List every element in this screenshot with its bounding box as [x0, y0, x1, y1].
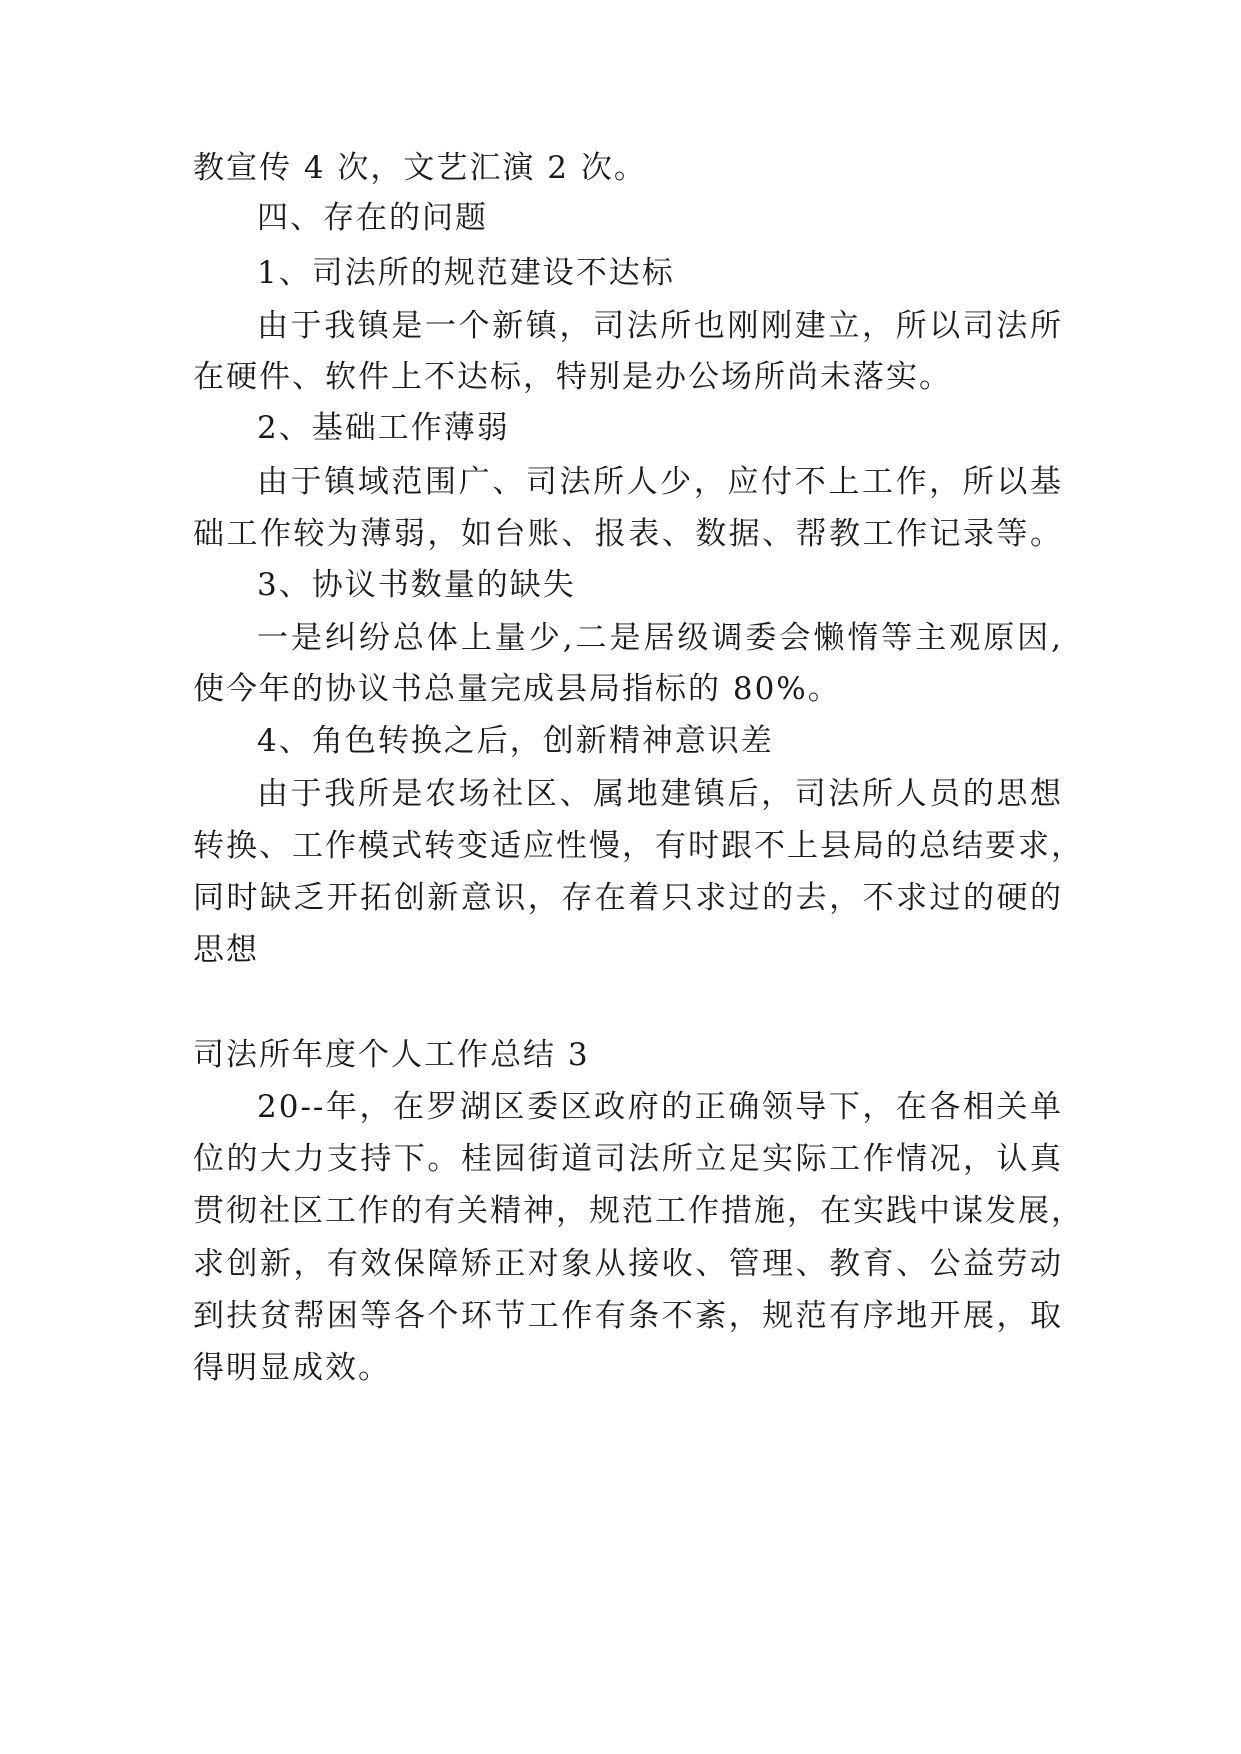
subheading: 2、基础工作薄弱 — [257, 410, 510, 446]
paragraph-line: 转换、工作模式转变适应性慢，有时跟不上县局的总结要求， — [193, 828, 1084, 864]
subheading: 1、司法所的规范建设不达标 — [257, 255, 675, 291]
paragraph-line: 使今年的协议书总量完成县局指标的 80%。 — [193, 671, 841, 707]
paragraph-line: 贯彻社区工作的有关精神，规范工作措施，在实践中谋发展， — [193, 1193, 1084, 1229]
section-heading: 四、存在的问题 — [257, 200, 488, 236]
paragraph-line: 础工作较为薄弱，如台账、报表、数据、帮教工作记录等。 — [193, 516, 1063, 552]
paragraph-line: 由于我所是农场社区、属地建镇后，司法所人员的思想 — [257, 776, 1063, 812]
paragraph-line: 由于我镇是一个新镇，司法所也刚刚建立，所以司法所 — [257, 308, 1063, 344]
paragraph-line: 位的大力支持下。桂园街道司法所立足实际工作情况，认真 — [193, 1141, 1063, 1177]
paragraph-line: 到扶贫帮困等各个环节工作有条不紊，规范有序地开展，取 — [193, 1298, 1063, 1334]
paragraph-line: 同时缺乏开拓创新意识，存在着只求过的去，不求过的硬的 — [193, 880, 1063, 916]
paragraph-line: 由于镇域范围广、司法所人少，应付不上工作，所以基 — [257, 464, 1063, 500]
subheading: 3、协议书数量的缺失 — [257, 567, 576, 603]
paragraph-line: 教宣传 4 次，文艺汇演 2 次。 — [193, 150, 647, 186]
subheading: 4、角色转换之后，创新精神意识差 — [257, 723, 774, 759]
paragraph-line: 一是纠纷总体上量少,二是居级调委会懒惰等主观原因, — [257, 620, 1063, 656]
article-title: 司法所年度个人工作总结 3 — [193, 1037, 590, 1073]
paragraph-line: 得明显成效。 — [193, 1350, 391, 1386]
paragraph-line: 求创新，有效保障矫正对象从接收、管理、教育、公益劳动 — [193, 1246, 1063, 1282]
paragraph-line: 思想 — [193, 932, 259, 968]
paragraph-line: 在硬件、软件上不达标，特别是办公场所尚未落实。 — [193, 359, 952, 395]
paragraph-line: 20--年，在罗湖区委区政府的正确领导下，在各相关单 — [257, 1089, 1063, 1125]
